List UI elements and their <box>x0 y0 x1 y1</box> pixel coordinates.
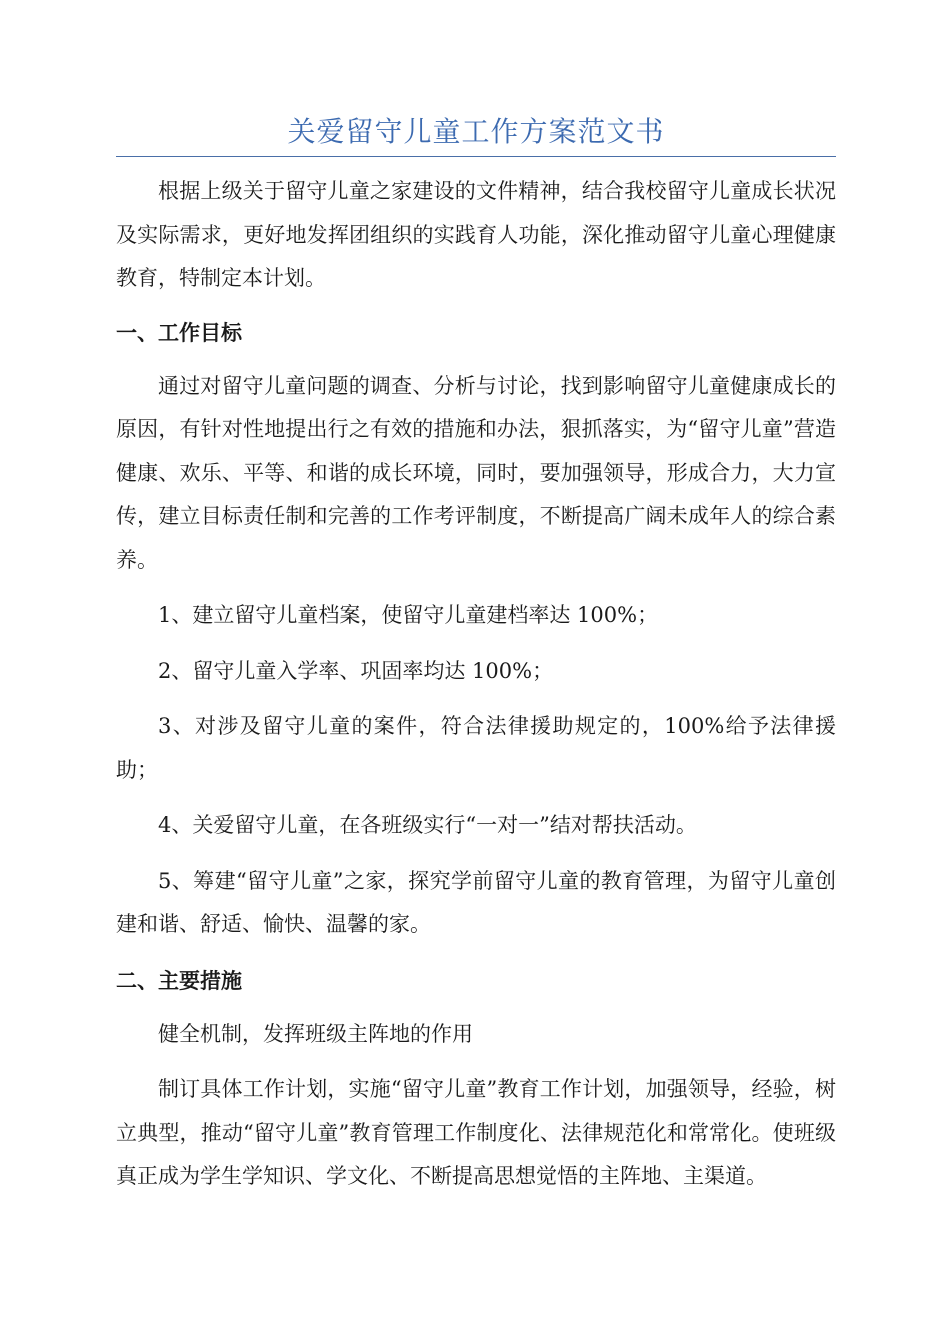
goal-item: 4、关爱留守儿童，在各班级实行“一对一”结对帮扶活动。 <box>158 813 697 837</box>
document-body <box>116 170 836 1199</box>
measures-paragraph: 制订具体工作计划，实施“留守儿童”教育工作计划，加强领导，经验，树立典型，推动“留守儿童”教育管理工作制度化、法律规范化和常常化。使班级真正成为学生学知识、学文化、不断提高思想觉悟的主阵地、主渠道。 <box>116 1077 836 1188</box>
goal-item: 2、留守儿童入学率、巩固率均达 100%； <box>158 658 554 683</box>
measures-subheading: 健全机制，发挥班级主阵地的作用 <box>158 1021 473 1046</box>
goal-item: 5、筹建“留守儿童”之家，探究学前留守儿童的教育管理，为留守儿童创建和谐、舒适、愉快、温馨的家。 <box>116 868 836 936</box>
intro-paragraph: 根据上级关于留守儿童之家建设的文件精神，结合我校留守儿童成长状况及实际需求，更好地发挥团组织的实践育人功能，深化推动留守儿童心理健康教育，特制定本计划。 <box>116 179 836 290</box>
section-heading-goals: 一、工作目标 <box>116 320 242 345</box>
section-heading-measures: 二、主要措施 <box>116 968 242 993</box>
goals-paragraph: 通过对留守儿童问题的调查、分析与讨论，找到影响留守儿童健康成长的原因，有针对性地提出行之有效的措施和办法，狠抓落实，为“留守儿童”营造健康、欢乐、平等、和谐的成长环境，同时，要加强领导，形成合力，大力宣传，建立目标责任制和完善的工作考评制度，不断提高广阔未成年人的综合素养。 <box>116 373 836 572</box>
goal-item: 1、建立留守儿童档案，使留守儿童建档率达 100%； <box>158 603 659 627</box>
title-block <box>116 112 836 157</box>
goal-item: 3、对涉及留守儿童的案件，符合法律援助规定的，100%给予法律援助； <box>116 714 836 782</box>
document-title: 关爱留守儿童工作方案范文书 <box>287 115 665 148</box>
